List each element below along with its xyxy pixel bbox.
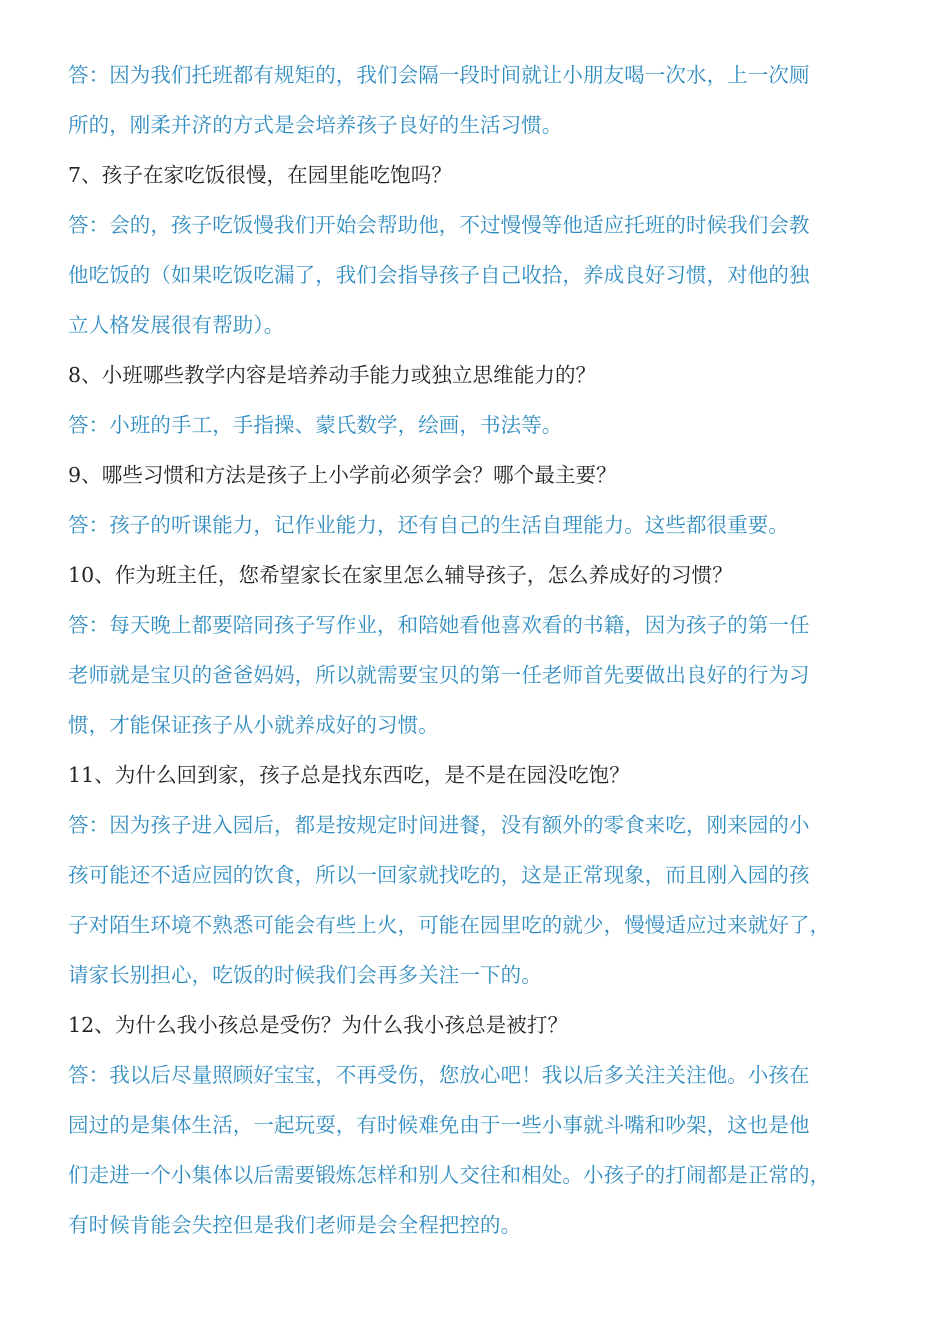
answer-line: 所的，刚柔并济的方式是会培养孩子良好的生活习惯。	[68, 113, 563, 137]
answer-line: 有时候肯能会失控但是我们老师是会全程把控的。	[68, 1213, 522, 1237]
answer-line: 答：我以后尽量照顾好宝宝，不再受伤，您放心吧！我以后多关注关注他。小孩在	[68, 1063, 810, 1087]
question-line: 7、孩子在家吃饭很慢，在园里能吃饱吗？	[68, 163, 452, 187]
answer-line: 答：因为孩子进入园后，都是按规定时间进餐，没有额外的零食来吃，刚来园的小	[68, 813, 810, 837]
answer-line: 答：每天晚上都要陪同孩子写作业，和陪她看他喜欢看的书籍，因为孩子的第一任	[68, 613, 810, 637]
answer-line: 请家长别担心，吃饭的时候我们会再多关注一下的。	[68, 963, 542, 987]
answer-line: 他吃饭的（如果吃饭吃漏了，我们会指导孩子自己收拾，养成良好习惯，对他的独	[68, 263, 810, 287]
answer-line: 惯，才能保证孩子从小就养成好的习惯。	[68, 713, 439, 737]
question-line: 11、为什么回到家，孩子总是找东西吃，是不是在园没吃饱？	[68, 763, 630, 787]
question-line: 9、哪些习惯和方法是孩子上小学前必须学会？哪个最主要？	[68, 463, 617, 487]
answer-line: 园过的是集体生活，一起玩耍，有时候难免由于一些小事就斗嘴和吵架，这也是他	[68, 1113, 810, 1137]
answer-line: 答：会的，孩子吃饭慢我们开始会帮助他，不过慢慢等他适应托班的时候我们会教	[68, 213, 810, 237]
answer-line: 们走进一个小集体以后需要锻炼怎样和别人交往和相处。小孩子的打闹都是正常的，	[68, 1163, 831, 1187]
answer-line: 答：小班的手工，手指操、蒙氏数学，绘画，书法等。	[68, 413, 563, 437]
question-line: 10、作为班主任，您希望家长在家里怎么辅导孩子，怎么养成好的习惯？	[68, 563, 733, 587]
answer-line: 子对陌生环境不熟悉可能会有些上火，可能在园里吃的就少，慢慢适应过来就好了，	[68, 913, 831, 937]
answer-line: 答：孩子的听课能力，记作业能力，还有自己的生活自理能力。这些都很重要。	[68, 513, 789, 537]
answer-line: 立人格发展很有帮助）。	[68, 313, 285, 337]
answer-line: 孩可能还不适应园的饮食，所以一回家就找吃的，这是正常现象，而且刚入园的孩	[68, 863, 810, 887]
answer-line: 答：因为我们托班都有规矩的，我们会隔一段时间就让小朋友喝一次水，上一次厕	[68, 63, 810, 87]
question-line: 12、为什么我小孩总是受伤？为什么我小孩总是被打？	[68, 1013, 569, 1037]
document-page	[68, 50, 883, 1250]
question-line: 8、小班哪些教学内容是培养动手能力或独立思维能力的？	[68, 363, 597, 387]
answer-line: 老师就是宝贝的爸爸妈妈，所以就需要宝贝的第一任老师首先要做出良好的行为习	[68, 663, 810, 687]
